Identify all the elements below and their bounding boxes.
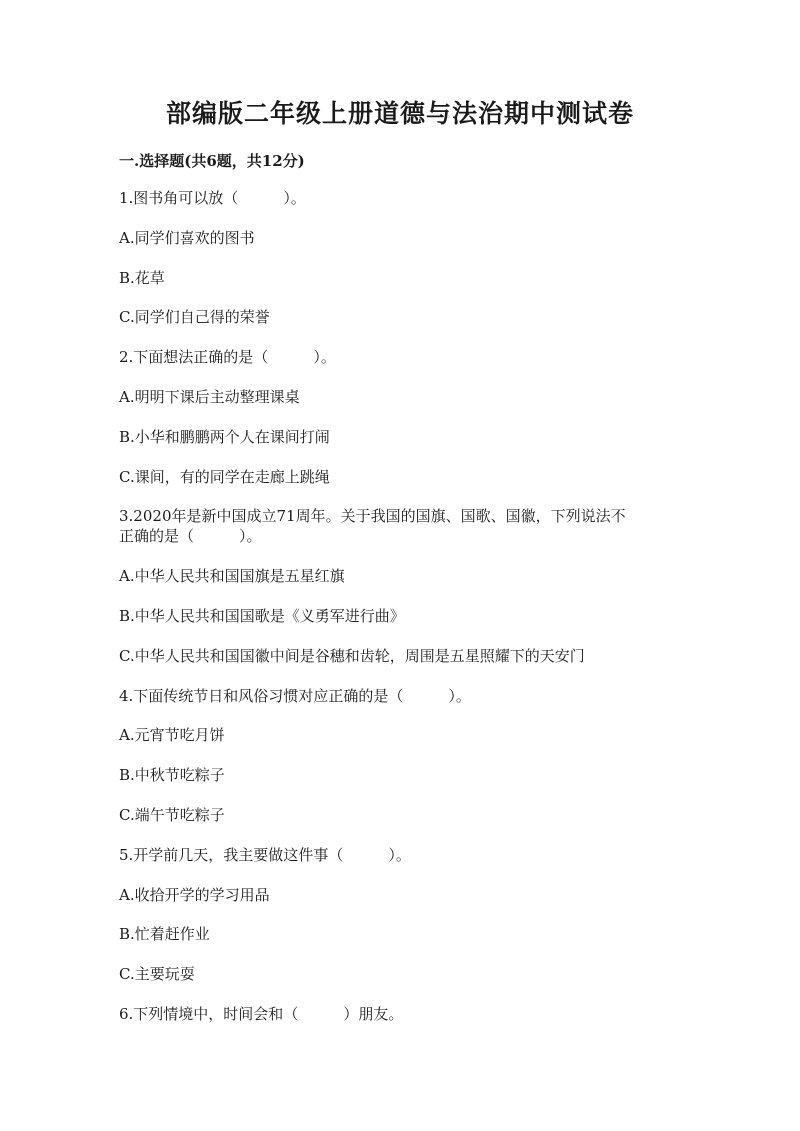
question-1	[119, 188, 679, 327]
question-stem: 2.下面想法正确的是（ ）。	[119, 348, 336, 367]
question-list	[119, 188, 679, 1044]
section-heading: 一.选择题(共6题，共12分)	[119, 152, 305, 170]
question-4	[119, 686, 679, 825]
question-3	[119, 506, 679, 665]
option-b: B.中秋节吃粽子	[119, 766, 225, 785]
question-stem: 5.开学前几天，我主要做这件事（ ）。	[119, 845, 411, 864]
option-b: B.忙着赶作业	[119, 925, 210, 944]
question-stem: 1.图书角可以放（ ）。	[119, 189, 306, 207]
option-c: C.主要玩耍	[119, 965, 195, 984]
option-c: C.中华人民共和国国徽中间是谷穗和齿轮，周围是五星照耀下的天安门	[119, 646, 585, 665]
question-stem: 6.下列情境中，时间会和（ ）朋友。	[119, 1004, 404, 1023]
question-stem: 4.下面传统节日和风俗习惯对应正确的是（ ）。	[119, 686, 471, 705]
option-c: C.课间，有的同学在走廊上跳绳	[119, 467, 330, 486]
page-title: 部编版二年级上册道德与法治期中测试卷	[165, 99, 634, 128]
option-c: C.端午节吃粽子	[119, 805, 225, 824]
option-b: B.小华和鹏鹏两个人在课间打闹	[119, 427, 330, 446]
option-a: A.元宵节吃月饼	[119, 726, 225, 745]
question-stem: 3.2020年是新中国成立71周年。关于我国的国旗、国歌、国徽，下列说法不	[119, 507, 626, 526]
option-c: C.同学们自己得的荣誉	[119, 308, 270, 327]
question-5	[119, 845, 679, 984]
option-b: B.中华人民共和国国歌是《义勇军进行曲》	[119, 606, 405, 625]
option-a: A.中华人民共和国国旗是五星红旗	[119, 567, 345, 586]
option-a: A.收拾开学的学习用品	[119, 885, 270, 904]
question-stem-continued: 正确的是（ ）。	[119, 527, 262, 546]
option-a: A.同学们喜欢的图书	[119, 228, 255, 247]
option-b: B.花草	[119, 268, 165, 287]
option-a: A.明明下课后主动整理课桌	[119, 387, 300, 406]
question-6	[119, 1004, 679, 1024]
question-2	[119, 347, 679, 486]
